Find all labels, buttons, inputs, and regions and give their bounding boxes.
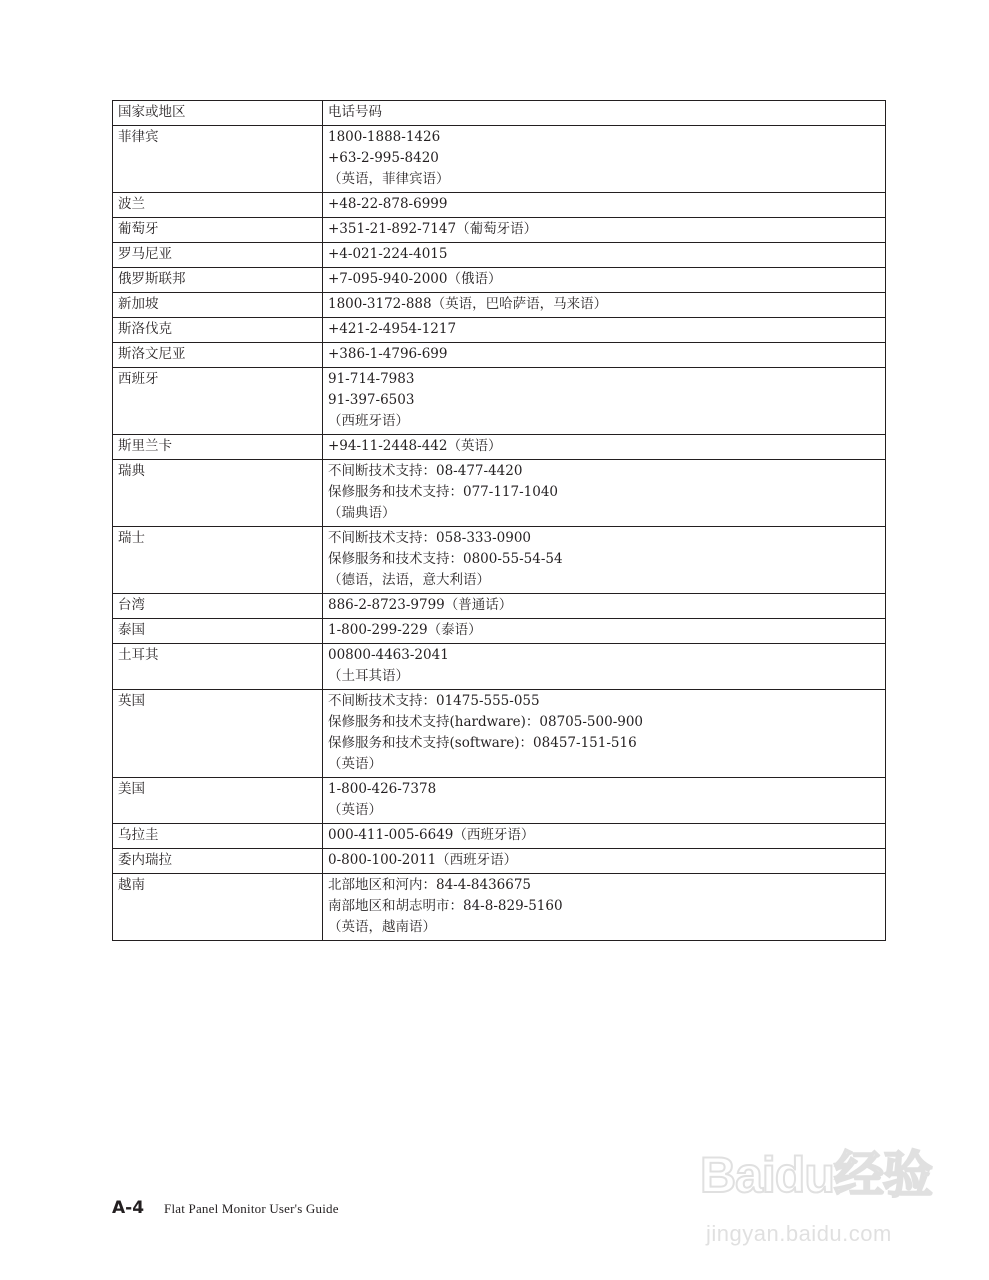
table-row xyxy=(113,126,886,193)
table-row xyxy=(113,778,886,824)
table-header-row xyxy=(113,101,886,126)
table-row xyxy=(113,318,886,343)
phone-cell xyxy=(323,293,886,318)
phone-line: 保修服务和技术支持(software)：08457-151-516 xyxy=(328,735,637,751)
country-cell: 英国 xyxy=(113,690,323,778)
table-row xyxy=(113,268,886,293)
country-cell: 乌拉圭 xyxy=(113,824,323,849)
country-cell: 新加坡 xyxy=(113,293,323,318)
table-body xyxy=(113,126,886,941)
phone-cell xyxy=(323,460,886,527)
phone-line: （土耳其语） xyxy=(328,668,409,684)
table-row xyxy=(113,368,886,435)
phone-line: 1800-1888-1426 xyxy=(328,129,441,145)
table-row xyxy=(113,824,886,849)
country-cell: 俄罗斯联邦 xyxy=(113,268,323,293)
country-cell: 罗马尼亚 xyxy=(113,243,323,268)
phone-line: （英语，越南语） xyxy=(328,919,436,935)
contact-phone-table xyxy=(112,100,886,941)
table-row xyxy=(113,644,886,690)
phone-line: +63-2-995-8420 xyxy=(328,150,439,166)
phone-line: 保修服务和技术支持(hardware)：08705-500-900 xyxy=(328,714,644,730)
phone-column-header: 电话号码 xyxy=(323,101,886,126)
country-cell: 斯洛伐克 xyxy=(113,318,323,343)
phone-line: 00800-4463-2041 xyxy=(328,647,449,663)
country-cell: 西班牙 xyxy=(113,368,323,435)
phone-cell xyxy=(323,218,886,243)
watermark-url: jingyan.baidu.com xyxy=(706,1221,892,1246)
phone-line: （英语） xyxy=(328,802,382,818)
phone-line: 1-800-426-7378 xyxy=(328,781,437,797)
phone-line: 不间断技术支持：01475-555-055 xyxy=(328,693,540,709)
table-row xyxy=(113,619,886,644)
table-row xyxy=(113,460,886,527)
phone-cell xyxy=(323,778,886,824)
country-cell: 台湾 xyxy=(113,594,323,619)
table-row xyxy=(113,690,886,778)
phone-cell xyxy=(323,849,886,874)
phone-line: 保修服务和技术支持：077-117-1040 xyxy=(328,484,559,500)
phone-line: 南部地区和胡志明市：84-8-829-5160 xyxy=(328,898,563,914)
baidu-jingyan-watermark xyxy=(700,1135,970,1265)
country-cell: 越南 xyxy=(113,874,323,941)
country-cell: 波兰 xyxy=(113,193,323,218)
table-row xyxy=(113,874,886,941)
phone-line: （德语，法语，意大利语） xyxy=(328,572,490,588)
phone-line: +386-1-4796-699 xyxy=(328,346,448,362)
phone-cell xyxy=(323,318,886,343)
phone-cell xyxy=(323,193,886,218)
country-cell: 斯洛文尼亚 xyxy=(113,343,323,368)
table-row xyxy=(113,594,886,619)
page-number: A-4 xyxy=(112,1198,145,1218)
document-title: Flat Panel Monitor User's Guide xyxy=(164,1201,339,1216)
phone-line: +421-2-4954-1217 xyxy=(328,321,457,337)
country-cell: 瑞士 xyxy=(113,527,323,594)
phone-line: +7-095-940-2000（俄语） xyxy=(328,271,502,287)
phone-cell xyxy=(323,644,886,690)
phone-line: 保修服务和技术支持：0800-55-54-54 xyxy=(328,551,563,567)
country-cell: 菲律宾 xyxy=(113,126,323,193)
country-cell: 泰国 xyxy=(113,619,323,644)
phone-line: 91-397-6503 xyxy=(328,392,415,408)
table-row xyxy=(113,527,886,594)
page-footer xyxy=(112,1198,339,1218)
phone-cell xyxy=(323,874,886,941)
phone-cell xyxy=(323,343,886,368)
phone-line: （瑞典语） xyxy=(328,505,396,521)
phone-line: 北部地区和河内：84-4-8436675 xyxy=(328,877,532,893)
country-cell: 斯里兰卡 xyxy=(113,435,323,460)
phone-line: 不间断技术支持：08-477-4420 xyxy=(328,463,523,479)
phone-cell xyxy=(323,594,886,619)
phone-line: （西班牙语） xyxy=(328,413,409,429)
phone-line: 000-411-005-6649（西班牙语） xyxy=(328,827,535,843)
country-cell: 土耳其 xyxy=(113,644,323,690)
country-cell: 葡萄牙 xyxy=(113,218,323,243)
phone-line: +48-22-878-6999 xyxy=(328,196,448,212)
phone-line: （英语） xyxy=(328,756,382,772)
phone-cell xyxy=(323,690,886,778)
watermark-logo-text: Baidu经验 xyxy=(700,1147,932,1203)
phone-line: （英语，菲律宾语） xyxy=(328,171,450,187)
phone-cell xyxy=(323,527,886,594)
phone-line: 不间断技术支持：058-333-0900 xyxy=(328,530,532,546)
table-row xyxy=(113,435,886,460)
country-column-header: 国家或地区 xyxy=(113,101,323,126)
table-row xyxy=(113,293,886,318)
phone-cell xyxy=(323,126,886,193)
table-row xyxy=(113,218,886,243)
phone-cell xyxy=(323,368,886,435)
country-cell: 美国 xyxy=(113,778,323,824)
country-cell: 瑞典 xyxy=(113,460,323,527)
phone-line: 91-714-7983 xyxy=(328,371,415,387)
phone-line: +351-21-892-7147（葡萄牙语） xyxy=(328,221,538,237)
phone-line: +4-021-224-4015 xyxy=(328,246,448,262)
country-cell: 委内瑞拉 xyxy=(113,849,323,874)
watermark-logo xyxy=(700,1135,932,1207)
phone-cell xyxy=(323,619,886,644)
table-row xyxy=(113,243,886,268)
phone-line: 1-800-299-229（泰语） xyxy=(328,622,482,638)
phone-line: 0-800-100-2011（西班牙语） xyxy=(328,852,518,868)
table-row xyxy=(113,849,886,874)
phone-cell xyxy=(323,268,886,293)
table-row xyxy=(113,193,886,218)
phone-line: 886-2-8723-9799（普通话） xyxy=(328,597,513,613)
phone-line: 1800-3172-888（英语，巴哈萨语，马来语） xyxy=(328,296,608,312)
phone-line: +94-11-2448-442（英语） xyxy=(328,438,502,454)
phone-cell xyxy=(323,243,886,268)
table-row xyxy=(113,343,886,368)
phone-cell xyxy=(323,824,886,849)
phone-cell xyxy=(323,435,886,460)
